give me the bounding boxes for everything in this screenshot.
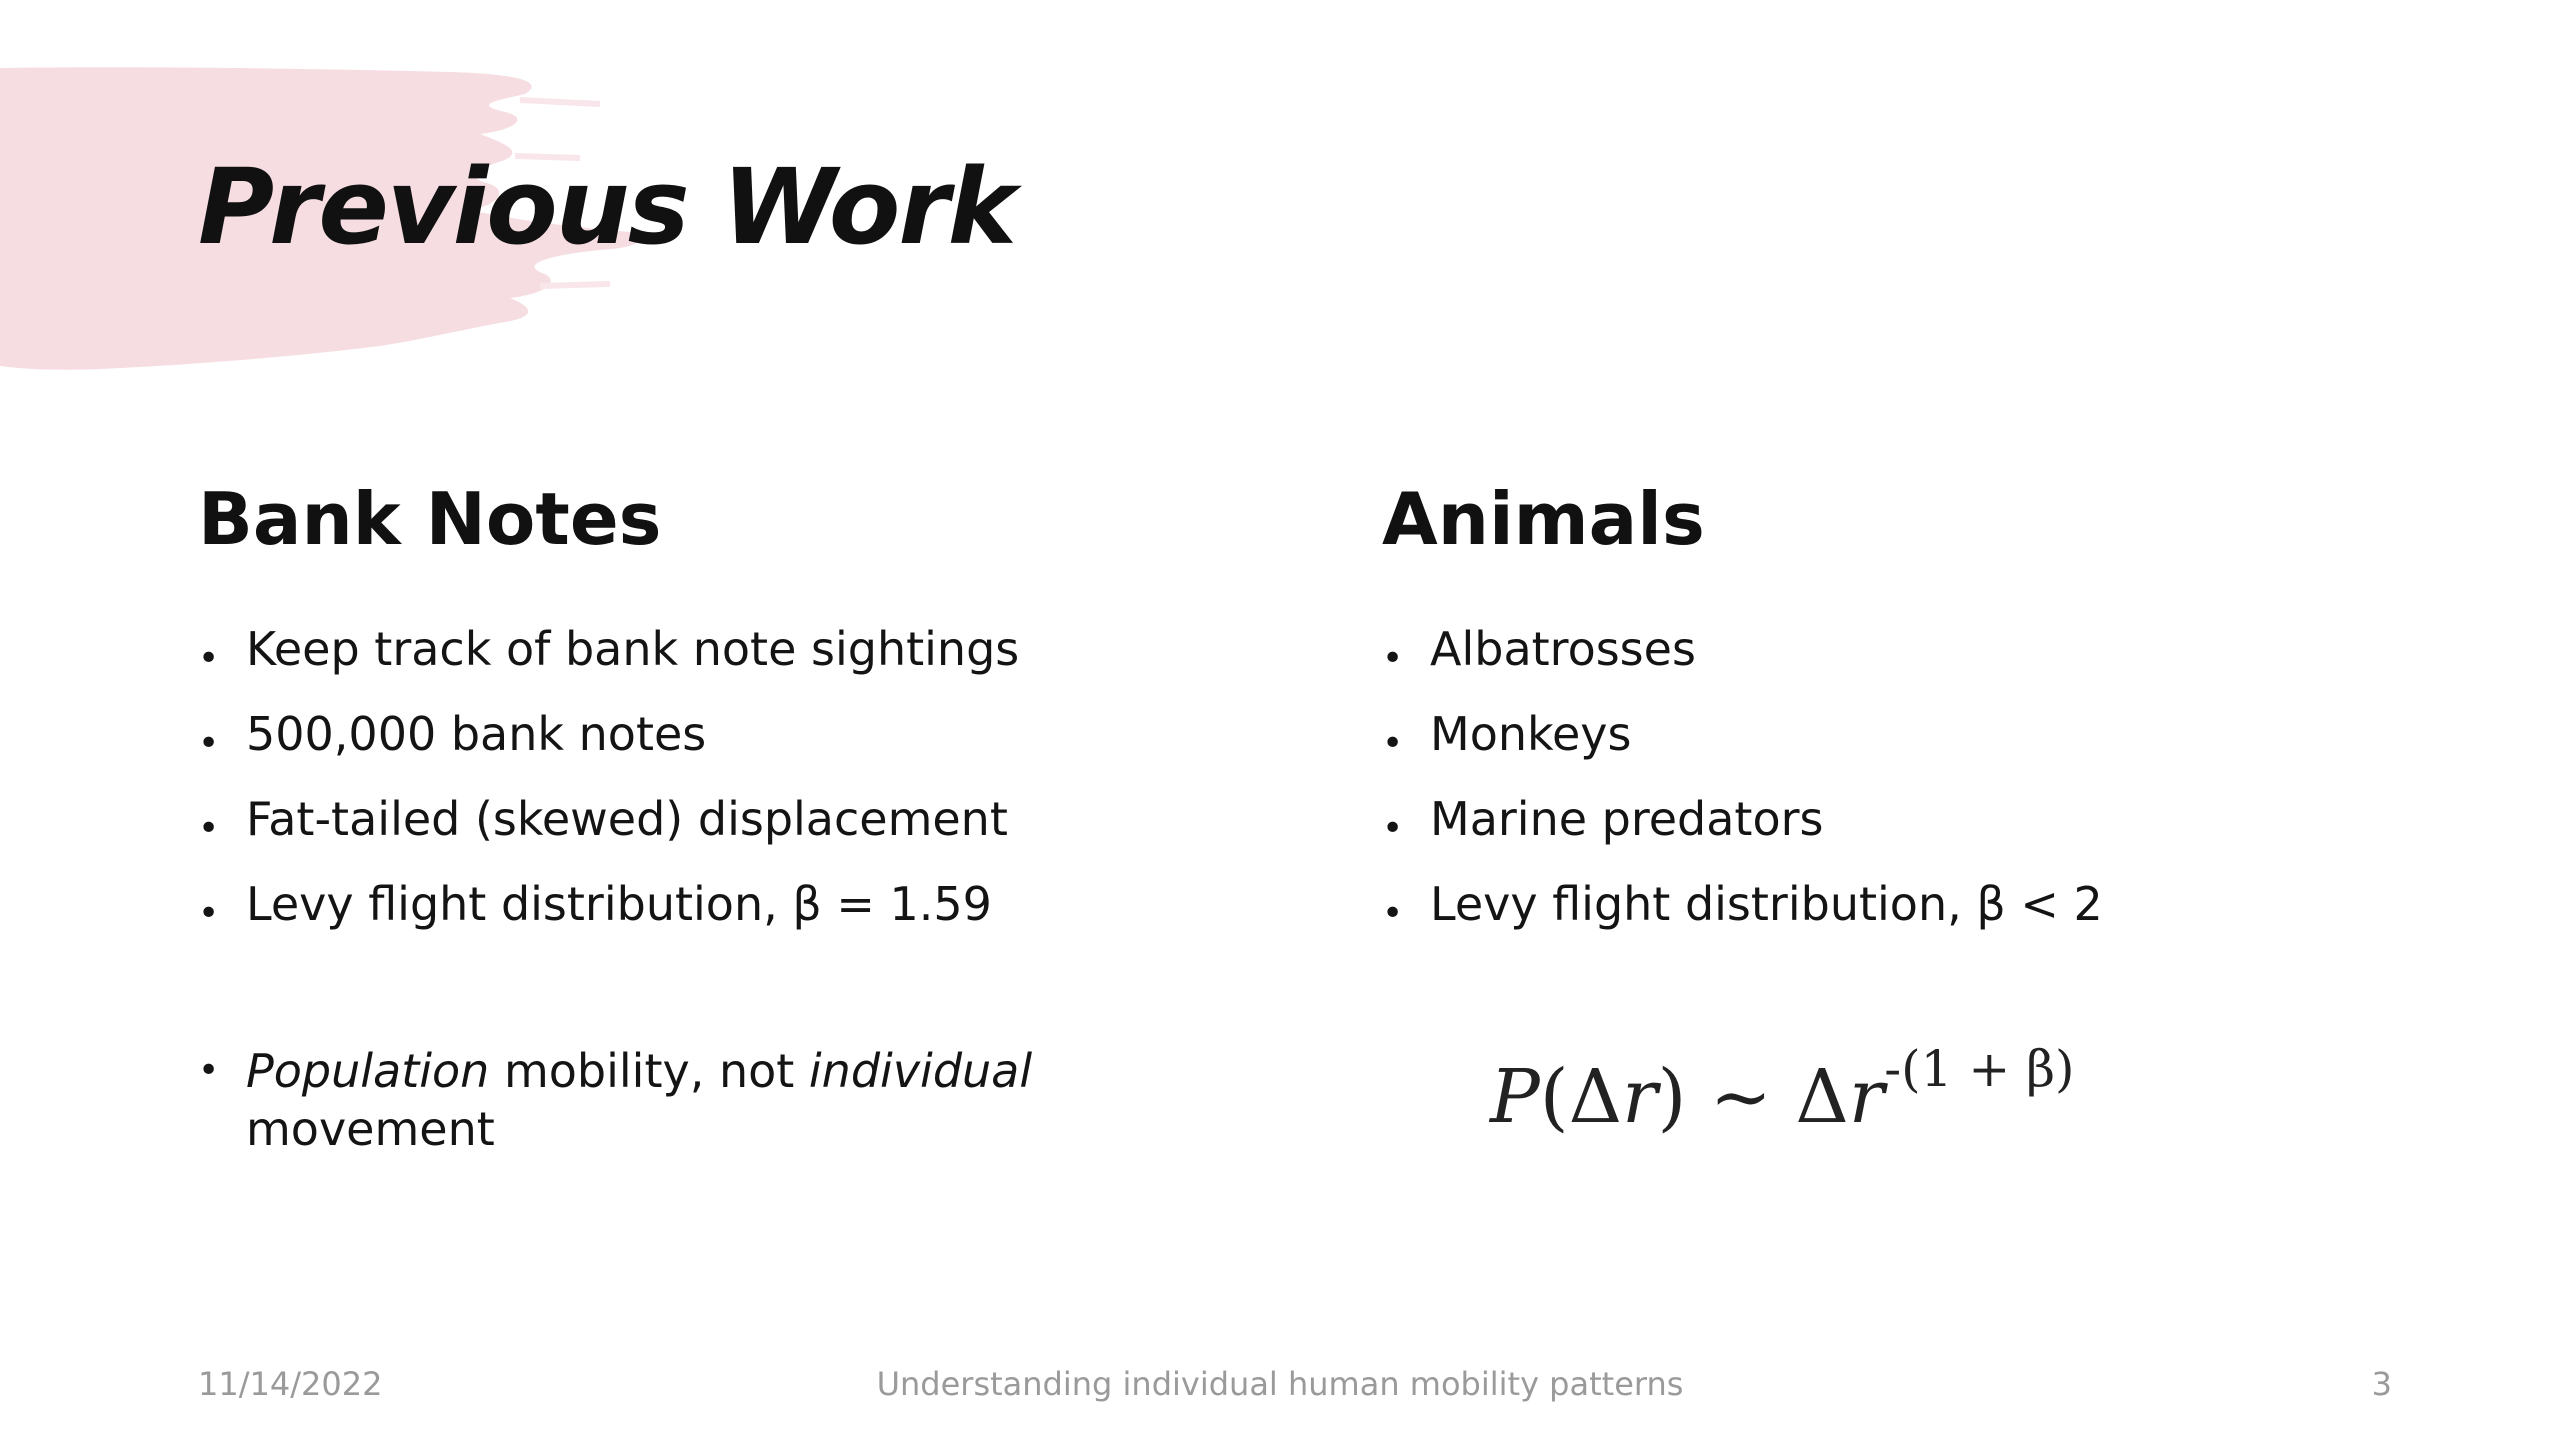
bullet-text: Levy flight distribution, β = 1.59	[246, 877, 992, 931]
bullet-text: Marine predators	[1430, 792, 1824, 846]
formula-exponent: -(1 + β)	[1884, 1040, 2075, 1098]
page-number: 3	[2371, 1365, 2392, 1403]
bullet-text: Monkeys	[1430, 707, 1632, 761]
slide-title: Previous Work	[198, 146, 1015, 268]
mobility-text: mobility, not	[489, 1044, 809, 1098]
bullet-icon: •	[1382, 808, 1404, 849]
bullet-icon: •	[198, 723, 220, 764]
list-item	[198, 875, 1078, 960]
animals-heading: Animals	[1382, 477, 1705, 561]
bank-notes-heading: Bank Notes	[198, 477, 662, 561]
individual-word: individual	[808, 1044, 1033, 1098]
formula-p: P	[1490, 1054, 1540, 1140]
movement-text: movement	[246, 1102, 495, 1156]
list-item	[198, 620, 1078, 705]
list-item	[198, 705, 1078, 790]
bullet-icon: •	[1382, 893, 1404, 934]
list-item	[1382, 705, 2262, 790]
bullet-text: Keep track of bank note sightings	[246, 622, 1020, 676]
footer-date: 11/14/2022	[198, 1365, 383, 1403]
formula-tilde: ) ~ Δ	[1657, 1054, 1849, 1140]
bullet-icon: •	[198, 638, 220, 679]
bullet-text: Albatrosses	[1430, 622, 1696, 676]
bullet-icon: •	[198, 1050, 220, 1091]
list-item	[198, 1042, 1098, 1158]
bullet-icon: •	[198, 893, 220, 934]
animals-list	[1382, 620, 2262, 960]
list-item	[1382, 620, 2262, 705]
bullet-icon: •	[1382, 638, 1404, 679]
bank-notes-list	[198, 620, 1078, 960]
list-item	[1382, 790, 2262, 875]
footer-title: Understanding individual human mobility patterns	[876, 1365, 1684, 1403]
bullet-text: 500,000 bank notes	[246, 707, 707, 761]
list-item	[198, 790, 1078, 875]
formula-r: r	[1622, 1054, 1658, 1140]
population-note-list	[198, 1042, 1098, 1158]
population-word: Population	[246, 1044, 490, 1098]
formula-rhs-r: r	[1848, 1054, 1885, 1140]
bullet-text: Levy flight distribution, β < 2	[1430, 877, 2103, 931]
bullet-icon: •	[1382, 723, 1404, 764]
bullet-icon: •	[198, 808, 220, 849]
formula-open: (Δ	[1539, 1054, 1623, 1140]
bullet-text: Fat-tailed (skewed) displacement	[246, 792, 1008, 846]
levy-flight-formula	[1490, 1040, 2075, 1140]
list-item	[1382, 875, 2262, 960]
